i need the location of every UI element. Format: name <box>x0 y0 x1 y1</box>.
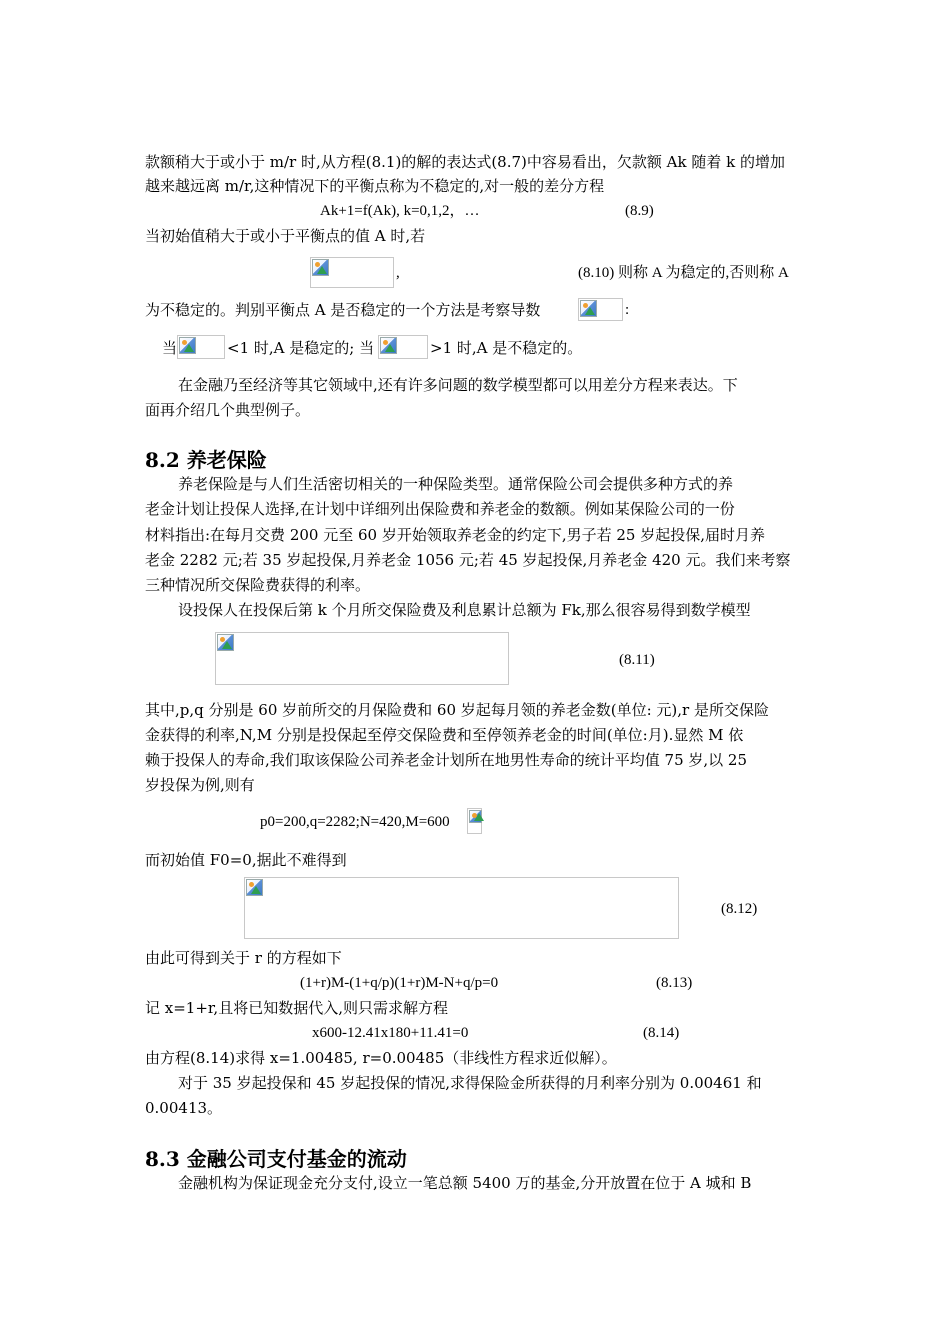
text-line: 越来越远离 m/r,这种情况下的平衡点称为不稳定的,对一般的差分方程 <box>145 177 605 195</box>
broken-image-icon <box>469 810 482 823</box>
inline-image <box>467 808 482 834</box>
parameter-values: p0=200,q=2282;N=420,M=600 <box>260 814 450 830</box>
punctuation: : <box>625 302 630 318</box>
text-line: 记 x=1+r,且将已知数据代入,则只需求解方程 <box>145 999 448 1017</box>
text-line: 由方程(8.14)求得 x=1.00485, r=0.00485（非线性方程求近似解）。 <box>145 1049 617 1067</box>
derivative-image <box>378 335 428 359</box>
text-line: 养老保险是与人们生活密切相关的一种保险类型。通常保险公司会提供多种方式的养 <box>178 475 734 493</box>
equation-number: (8.12) <box>721 901 758 917</box>
section-heading: 8.3 金融公司支付基金的流动 <box>145 1147 407 1171</box>
text-line: 其中,p,q 分别是 60 岁前所交的月保险费和 60 岁起每月领的养老金数(单位: 元),r 是所交保险 <box>145 701 769 719</box>
equation-image-8-10 <box>310 257 394 288</box>
text-line: <1 时,A 是稳定的; 当 <box>227 339 375 357</box>
equation-image-8-11 <box>215 632 509 685</box>
text-line: 而初始值 F0=0,据此不难得到 <box>145 851 347 869</box>
broken-image-icon <box>246 879 263 896</box>
derivative-image <box>578 298 623 321</box>
text-line: 为不稳定的。判别平衡点 A 是否稳定的一个方法是考察导数 <box>145 301 541 319</box>
text-line: 老金 2282 元;若 35 岁起投保,月养老金 1056 元;若 45 岁起投保,月养老金 420 元。我们来考察 <box>145 551 791 569</box>
text-line: 在金融乃至经济等其它领域中,还有许多问题的数学模型都可以用差分方程来表达。下 <box>178 376 738 394</box>
derivative-image <box>177 335 225 359</box>
broken-image-icon <box>580 300 597 317</box>
equation-image-8-12 <box>244 877 679 939</box>
text-line: 当初始值稍大于或小于平衡点的值 A 时,若 <box>145 227 426 245</box>
text-line: 金获得的利率,N,M 分别是投保起至停交保险费和至停领养老金的时间(单位:月).显然 M 依 <box>145 726 744 744</box>
broken-image-icon <box>217 634 234 651</box>
text-line: 设投保人在投保后第 k 个月所交保险费及利息累计总额为 Fk,那么很容易得到数学模型 <box>178 601 751 619</box>
section-heading: 8.2 养老保险 <box>145 448 267 472</box>
text-line: 赖于投保人的寿命,我们取该保险公司养老金计划所在地男性寿命的统计平均值 75 岁,以 25 <box>145 751 748 769</box>
text-line: 三种情况所交保险费获得的利率。 <box>145 576 371 594</box>
equation-number: (8.10) 则称 A 为稳定的,否则称 A <box>578 265 789 281</box>
text-line: >1 时,A 是不稳定的。 <box>430 339 583 357</box>
equation-number: (8.14) <box>643 1025 680 1041</box>
text-line: 对于 35 岁起投保和 45 岁起投保的情况,求得保险金所获得的月利率分别为 0.00461 和 <box>178 1074 762 1092</box>
punctuation: , <box>396 265 400 281</box>
equation-8-9: Ak+1=f(Ak), k=0,1,2，… <box>320 203 480 219</box>
broken-image-icon <box>312 259 329 276</box>
equation-number: (8.11) <box>619 652 655 668</box>
text-line: 材料指出:在每月交费 200 元至 60 岁开始领取养老金的约定下,男子若 25 岁起投保,届时月养 <box>145 526 766 544</box>
text-line: 面再介绍几个典型例子。 <box>145 401 311 419</box>
equation-number: (8.9) <box>625 203 654 219</box>
equation-8-14: x600-12.41x180+11.41=0 <box>312 1025 469 1041</box>
text-line: 老金计划让投保人选择,在计划中详细列出保险费和养老金的数额。例如某保险公司的一份 <box>145 500 735 518</box>
text-line: 金融机构为保证现金充分支付,设立一笔总额 5400 万的基金,分开放置在位于 A 城和 B <box>178 1174 752 1192</box>
equation-number: (8.13) <box>656 975 693 991</box>
text-line: 0.00413。 <box>145 1099 223 1117</box>
text-line: 当 <box>162 339 178 357</box>
broken-image-icon <box>179 337 196 354</box>
equation-8-13: (1+r)M-(1+q/p)(1+r)M-N+q/p=0 <box>300 975 499 991</box>
broken-image-icon <box>380 337 397 354</box>
text-line: 岁投保为例,则有 <box>145 776 255 794</box>
text-line: 款额稍大于或小于 m/r 时,从方程(8.1)的解的表达式(8.7)中容易看出，欠款额 Ak 随着 k 的增加 <box>145 153 785 171</box>
text-line: 由此可得到关于 r 的方程如下 <box>145 949 342 967</box>
